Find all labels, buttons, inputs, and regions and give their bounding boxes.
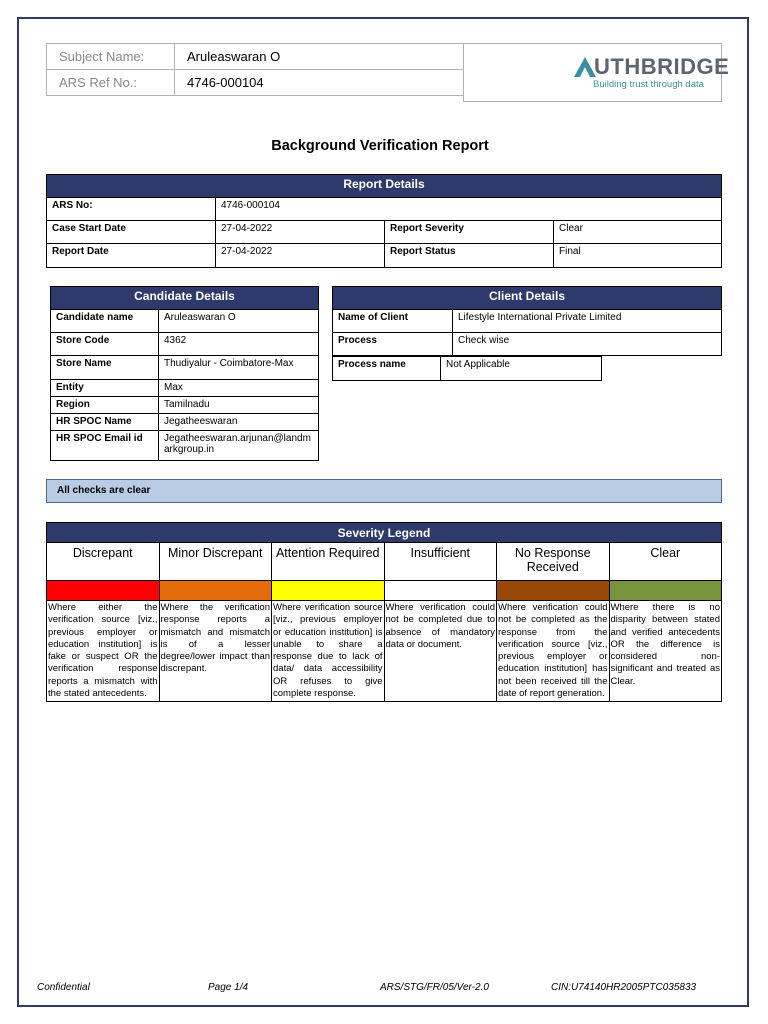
page-border — [17, 17, 749, 1007]
case-start-label: Case Start Date — [47, 221, 216, 244]
legend-swatch-minor-discrepant — [159, 581, 272, 601]
footer-confidential: Confidential — [37, 982, 90, 993]
legend-desc-attention-required: Where verification source [viz., previous employer or education institution] is unable to share a response due to lack of data/ data accessibility OR refuses to give complete response. — [272, 601, 385, 702]
severity-legend-heading: Severity Legend — [47, 523, 722, 543]
client-row-value: Not Applicable — [441, 357, 602, 381]
severity-legend-table — [46, 522, 722, 702]
candidate-row-value: Jegatheeswaran — [159, 414, 319, 431]
ars-ref-value: 4746-000104 — [175, 70, 464, 96]
client-row-label: Name of Client — [333, 310, 453, 333]
candidate-row-value: Max — [159, 380, 319, 397]
legend-label-minor-discrepant: Minor Discrepant — [159, 543, 272, 581]
legend-label-no-response: No Response Received — [497, 543, 610, 581]
candidate-details-heading: Candidate Details — [51, 287, 319, 310]
severity-label: Report Severity — [385, 221, 554, 244]
legend-desc-insufficient: Where verification could not be completed due to absence of mandatory data or document. — [384, 601, 497, 702]
legend-desc-no-response: Where verification could not be completed as the response from the verification source [viz., previous employer or education institution] has not been received till the date of report generation. — [497, 601, 610, 702]
subject-name-label: Subject Name: — [47, 44, 175, 70]
candidate-row-label: Store Name — [51, 356, 159, 380]
case-start-value: 27-04-2022 — [216, 221, 385, 244]
candidate-row-value: Tamilnadu — [159, 397, 319, 414]
footer-cin: CIN:U74140HR2005PTC035833 — [551, 982, 697, 993]
candidate-row-label: HR SPOC Name — [51, 414, 159, 431]
legend-swatch-discrepant — [47, 581, 160, 601]
report-details-heading: Report Details — [47, 175, 722, 198]
candidate-row-value: Thudiyalur - Coimbatore-Max — [159, 356, 319, 380]
legend-label-attention-required: Attention Required — [272, 543, 385, 581]
legend-label-discrepant: Discrepant — [47, 543, 160, 581]
candidate-details-table — [50, 286, 319, 461]
client-row-label: Process — [333, 333, 453, 356]
candidate-row-label: Region — [51, 397, 159, 414]
report-date-label: Report Date — [47, 244, 216, 268]
client-details-table — [332, 286, 722, 356]
legend-swatch-no-response — [497, 581, 610, 601]
legend-swatch-attention-required — [272, 581, 385, 601]
ars-no-value: 4746-000104 — [216, 198, 722, 221]
subject-info-table — [46, 43, 464, 96]
legend-label-insufficient: Insufficient — [384, 543, 497, 581]
legend-label-clear: Clear — [609, 543, 722, 581]
legend-desc-discrepant: Where either the verification source [viz., previous employer or education institution] is fake or suspect OR the verification response reports a mismatch with the stated antecedents. — [47, 601, 160, 702]
candidate-row-value: 4362 — [159, 333, 319, 356]
legend-desc-minor-discrepant: Where the verification response reports a mismatch and mismatch is of a lesser degree/lower impact than discrepant. — [159, 601, 272, 702]
footer-page-number: Page 1/4 — [208, 982, 249, 993]
legend-swatch-insufficient — [384, 581, 497, 601]
footer-form-code: ARS/STG/FR/05/Ver-2.0 — [380, 982, 489, 993]
severity-value: Clear — [554, 221, 722, 244]
report-status-value: Final — [554, 244, 722, 268]
client-process-name-table — [332, 356, 602, 381]
ars-no-label: ARS No: — [47, 198, 216, 221]
candidate-row-label: HR SPOC Email id — [51, 431, 159, 461]
candidate-row-label: Store Code — [51, 333, 159, 356]
client-details-heading: Client Details — [333, 287, 722, 310]
report-details-table — [46, 174, 722, 268]
legend-desc-clear: Where there is no disparity between stated and verified antecedents OR the difference is considered non-significant and treated as Clear. — [609, 601, 722, 702]
subject-name-value: Aruleaswaran O — [175, 44, 464, 70]
candidate-row-label: Candidate name — [51, 310, 159, 333]
candidate-row-label: Entity — [51, 380, 159, 397]
report-status-label: Report Status — [385, 244, 554, 268]
logo-tagline: Building trust through data — [593, 79, 704, 90]
report-date-value: 27-04-2022 — [216, 244, 385, 268]
client-row-value: Lifestyle International Private Limited — [453, 310, 722, 333]
logo-wordmark: UTHBRIDGE — [594, 54, 730, 79]
legend-swatch-clear — [609, 581, 722, 601]
candidate-row-value: Jegatheeswaran.arjunan@landmarkgroup.in — [159, 431, 319, 461]
candidate-row-value: Aruleaswaran O — [159, 310, 319, 333]
checks-status-banner: All checks are clear — [46, 479, 722, 503]
client-row-label: Process name — [333, 357, 441, 381]
logo-a-icon — [574, 57, 596, 77]
page-title: Background Verification Report — [271, 138, 489, 154]
ars-ref-label: ARS Ref No.: — [47, 70, 175, 96]
client-row-value: Check wise — [453, 333, 722, 356]
